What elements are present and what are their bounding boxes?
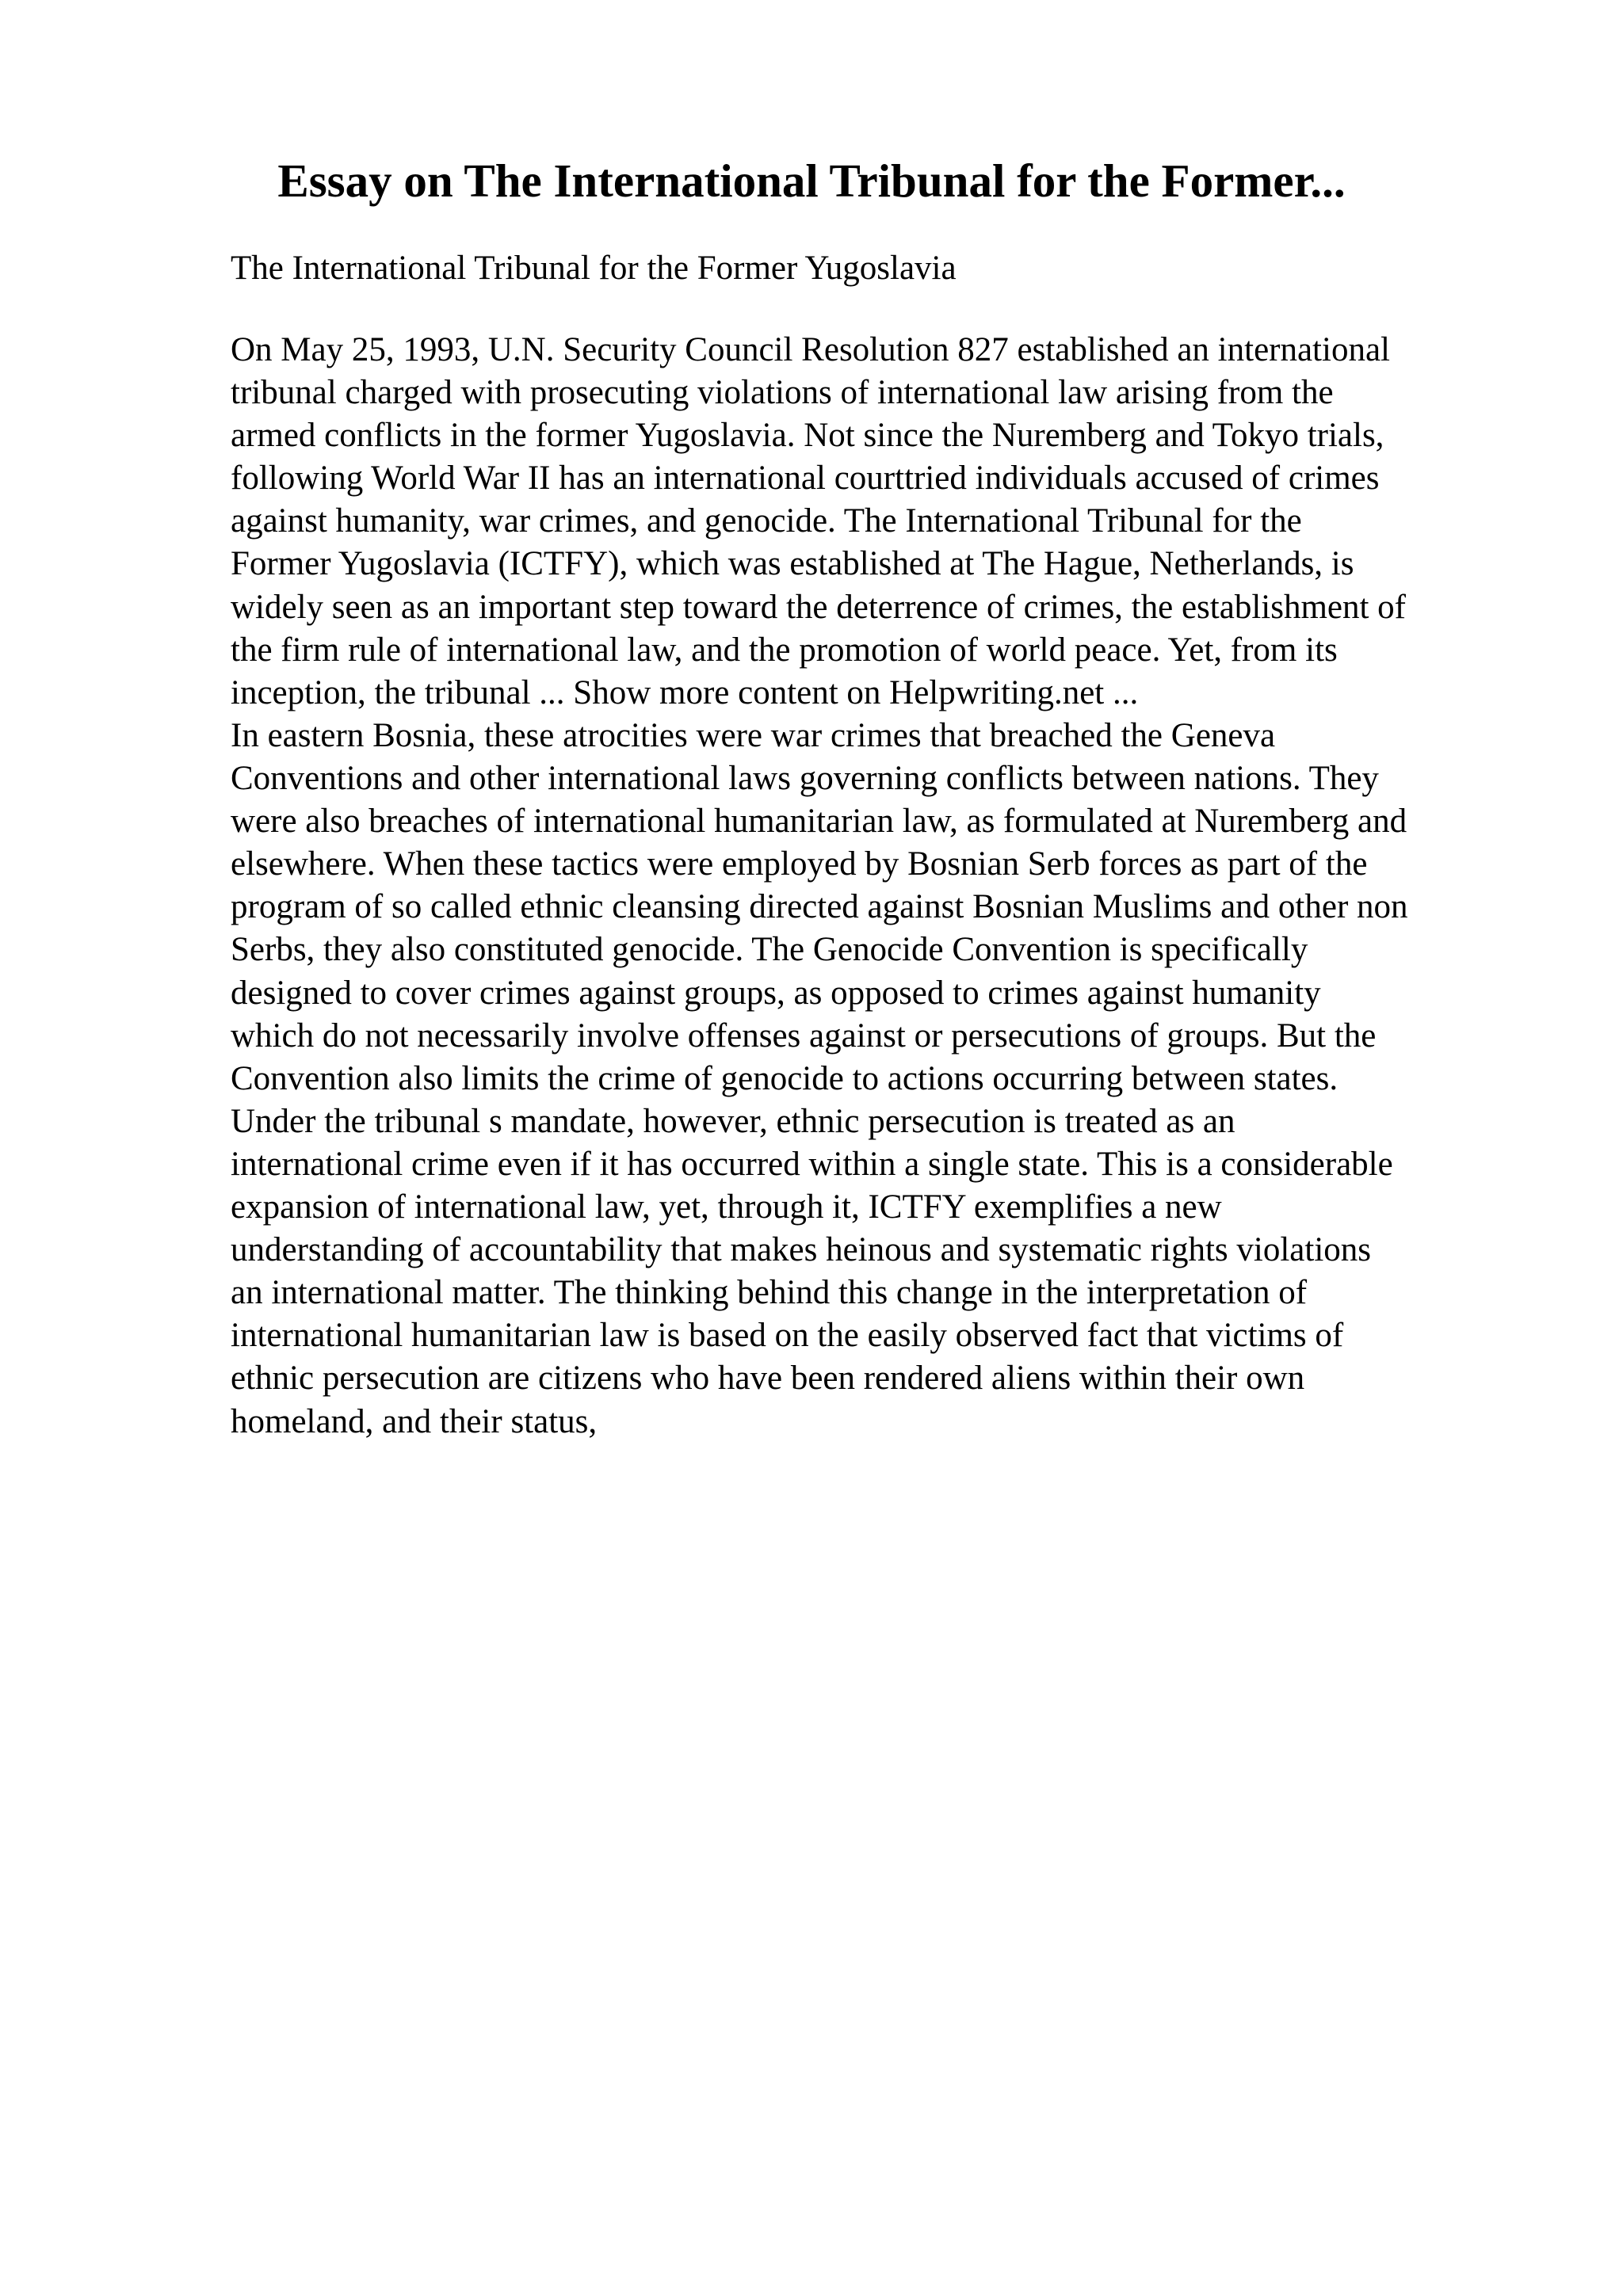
body-line: international humanitarian law is based on the easily observed fact that victims of	[231, 1317, 1344, 1355]
body-paragraph-2	[231, 715, 1408, 1444]
body-line: were also breaches of international humanitarian law, as formulated at Nuremberg and	[231, 803, 1407, 841]
body-line: homeland, and their status,	[231, 1402, 598, 1440]
body-line: which do not necessarily involve offenses against or persecutions of groups. But the	[231, 1016, 1377, 1055]
body-line: expansion of international law, yet, through it, ICTFY exemplifies a new	[231, 1188, 1222, 1226]
body-line: tribunal charged with prosecuting violations of international law arising from the	[231, 374, 1334, 412]
body-line: inception, the tribunal ... Show more content on Helpwriting.net ...	[231, 673, 1139, 711]
body-line: an international matter. The thinking behind this change in the interpretation of	[231, 1274, 1308, 1312]
body-line: In eastern Bosnia, these atrocities were war crimes that breached the Geneva	[231, 717, 1276, 754]
body-paragraph-1	[231, 329, 1406, 715]
body-line: Serbs, they also constituted genocide. The Genocide Convention is specifically	[231, 931, 1308, 969]
body-line: On May 25, 1993, U.N. Security Council Resolution 827 established an international	[231, 331, 1390, 368]
body-line: designed to cover crimes against groups, as opposed to crimes against humanity	[231, 974, 1321, 1012]
body-line: the firm rule of international law, and the promotion of world peace. Yet, from its	[231, 631, 1338, 669]
body-line: elsewhere. When these tactics were employed by Bosnian Serb forces as part of the	[231, 845, 1368, 883]
body-line: international crime even if it has occurred within a single state. This is a considerable	[231, 1145, 1393, 1183]
body-line: following World War II has an international courttried individuals accused of crimes	[231, 460, 1380, 498]
body-line: widely seen as an important step toward the deterrence of crimes, the establishment of	[231, 588, 1406, 626]
body-line: Under the tribunal s mandate, however, ethnic persecution is treated as an	[231, 1102, 1235, 1140]
body-line: Former Yugoslavia (ICTFY), which was established at The Hague, Netherlands, is	[231, 545, 1354, 583]
document-title: Essay on The International Tribunal for the Former...	[277, 154, 1346, 207]
body-line: Conventions and other international laws governing conflicts between nations. They	[231, 760, 1379, 798]
document-subtitle: The International Tribunal for the Former Yugoslavia	[231, 250, 957, 287]
body-line: armed conflicts in the former Yugoslavia. Not since the Nuremberg and Tokyo trials,	[231, 417, 1384, 455]
body-line: Convention also limits the crime of genocide to actions occurring between states.	[231, 1059, 1338, 1097]
body-line: against humanity, war crimes, and genocide. The International Tribunal for the	[231, 502, 1302, 540]
body-line: program of so called ethnic cleansing directed against Bosnian Muslims and other non	[231, 888, 1408, 926]
body-line: understanding of accountability that makes heinous and systematic rights violations	[231, 1231, 1372, 1269]
body-line: ethnic persecution are citizens who have been rendered aliens within their own	[231, 1360, 1305, 1398]
